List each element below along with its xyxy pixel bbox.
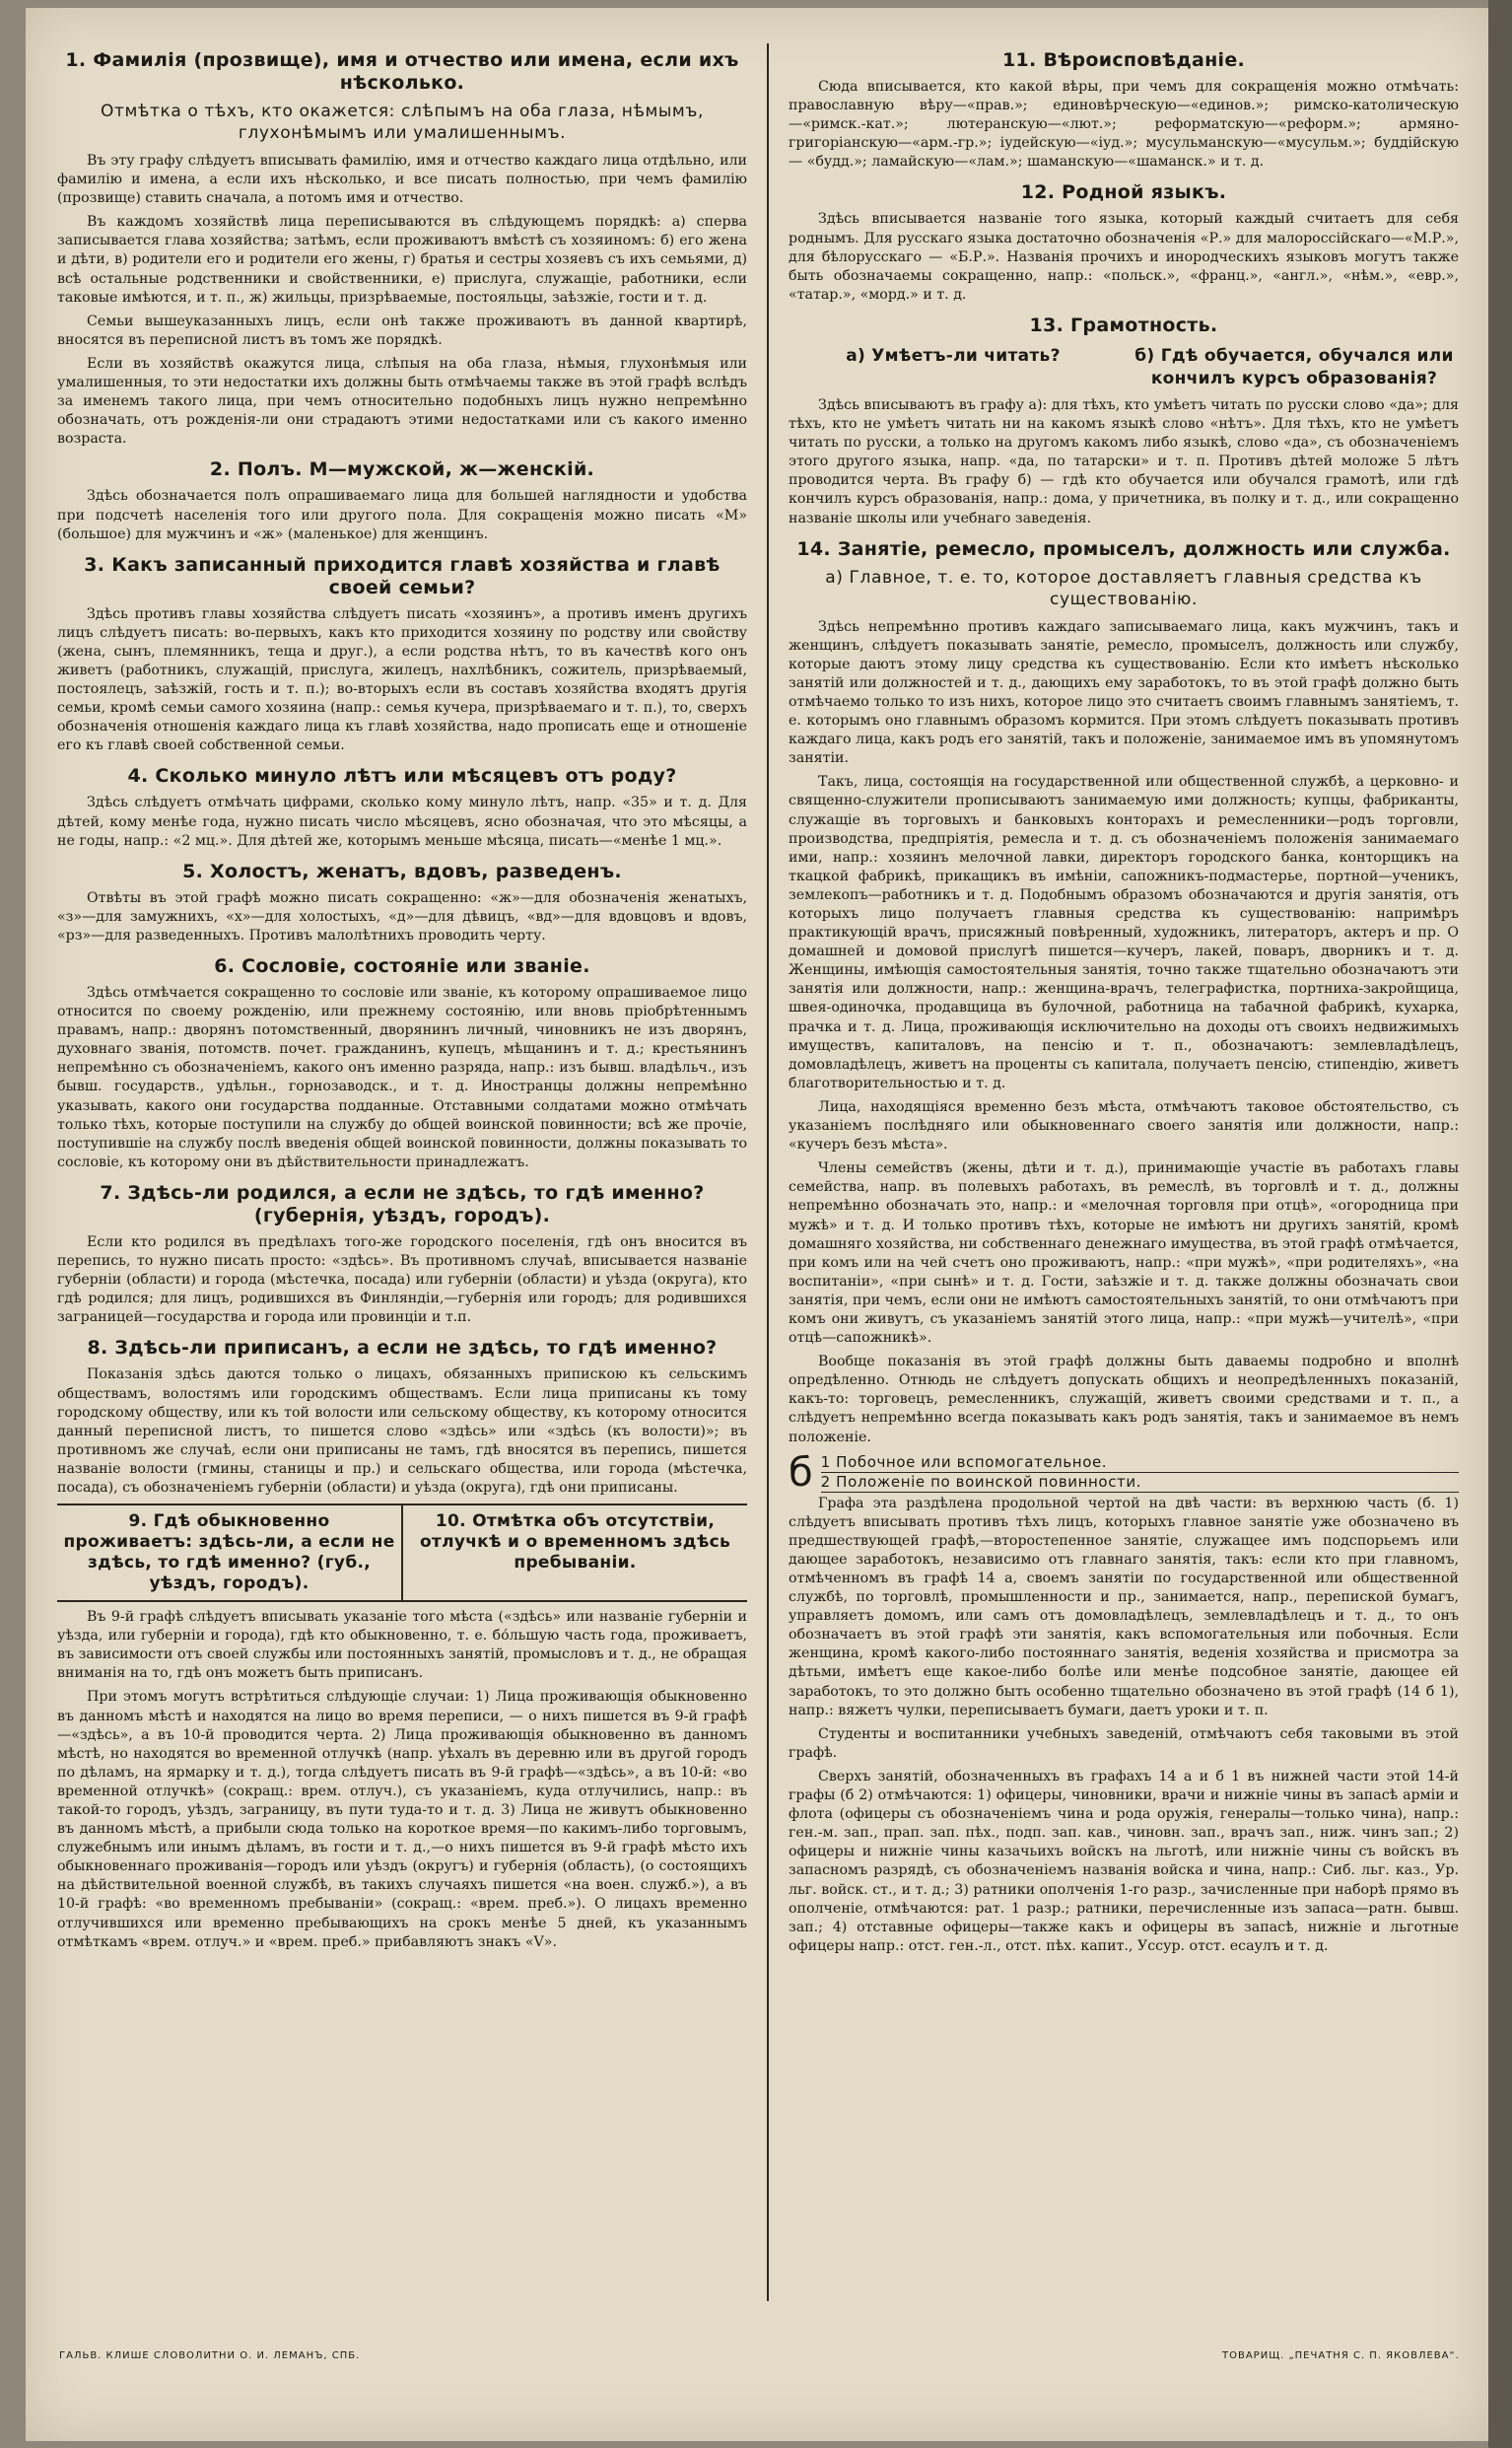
section-1-subheading: Отмѣтка о тѣхъ, кто окажется: слѣпымъ на оба глаза, нѣмымъ, глухонѣмымъ или умалишеннымъ. [101, 102, 704, 143]
section-14-paragraph: Члены семействъ (жены, дѣти и т. д.), принимающіе участіе въ работахъ главы семейства, напр. въ полевыхъ работахъ, въ ремеслѣ, въ торговлѣ и т. д., должны непремѣнно обозначать это, напр.: и «мелочная торговля при отцѣ», «огородница при мужѣ» и т. д. И только противъ тѣхъ, которые не имѣютъ ни другихъ занятій, кромѣ домашняго хозяйства, ни собственнаго денежнаго имущества, въ этой графѣ отмѣчается, при комъ или на чей счетъ оно проживаютъ, напр.: «при мужѣ», «при родителяхъ», «на воспитаніи», «при сынѣ» и т. д. Гости, заѣзжіе и т. д. также должны обозначать свои занятія, при чемъ, если они не имѣютъ самостоятельныхъ занятій, то они отмѣчаютъ при комъ они живутъ, съ указаніемъ занятій этого лица, напр.: «при мужѣ—учителѣ», «при отцѣ—сапожникѣ». [789, 1160, 1459, 1347]
section-1-heading: 1. Фамилія (прозвище), имя и отчество или имена, если ихъ нѣсколько. [65, 49, 739, 94]
section-14b-paragraph: Сверхъ занятій, обозначенныхъ въ графахъ 14 а и б 1 въ нижней части этой 14-й графы (б 2) отмѣчаются: 1) офицеры, чиновники, врачи и нижніе чины въ запасѣ арміи и флота (офицеры съ обозначеніемъ чина и рода оружія, генералы—только чина), напр.: ген.-м. зап., прап. зап. пѣх., подп. зап. кав., чиновн. зап., врачъ зап., ниж. чинъ зап.; 2) офицеры и нижніе чины казачьихъ войскъ на льготѣ, или нижніе чины съ войскъ въ запасномъ разрядѣ, съ обозначеніемъ названія войска и чина, напр.: Сиб. льг. каз., Ур. льг. войск. ст., и т. д.; 3) ратники ополченія 1-го разр., зачисленные при наборѣ прямо въ ополченіе, отмѣчаются: рат. 1 разр.; ратники, перечисленные изъ запаса—ратн. бывш. зап.; 4) отставные офицеры—также какъ и офицеры въ запасѣ, нижніе и льготные офицеры напр.: отст. ген.-л., отст. пѣх. капит., Уссур. отст. есаулъ и т. д. [789, 1768, 1459, 1954]
section-5-paragraph: Отвѣты въ этой графѣ можно писать сокращенно: «ж»—для обозначенія женатыхъ, «з»—для замужнихъ, «х»—для холостыхъ, «д»—для дѣвицъ, «вд»—для вдовцовъ и вдовъ, «рз»—для разведенныхъ. Противъ малолѣтнихъ проводить черту. [57, 889, 747, 944]
section-7-heading: 7. Здѣсь-ли родился, а если не здѣсь, то гдѣ именно? (губернія, уѣздъ, городъ). [100, 1181, 705, 1226]
column-divider [767, 43, 769, 2301]
section-14-paragraph: Вообще показанія въ этой графѣ должны быть даваемы подробно и вполнѣ опредѣленно. Отнюдь не слѣдуетъ допускать общихъ и неопредѣленныхъ показаній, какъ-то: торговецъ, ремесленникъ, служащій, живетъ своими средствами и т. п., а слѣдуетъ непремѣнно всегда показывать какъ родъ занятія, такъ и занимаемое въ немъ положеніе. [789, 1354, 1459, 1445]
section-3-heading: 3. Какъ записанный приходится главѣ хозяйства и главѣ своей семьи? [84, 553, 721, 598]
section-7-paragraph: Если кто родился въ предѣлахъ того-же городского поселенія, гдѣ онъ вносится въ перепись, то нужно писать просто: «здѣсь». Въ противномъ случаѣ, вписывается названіе губерніи (области) и города (мѣстечка, посада) или губерніи (области) и уѣзда (округа), кто гдѣ родился; для лицъ, родившихся въ Финляндіи,—губернія или городъ; для родившихся заграницей—государства и города или провинціи и т.п. [57, 1233, 747, 1326]
section-13a-heading: а) Умѣетъ-ли читать? [846, 345, 1061, 366]
left-column [57, 39, 747, 2337]
section-13b-heading: б) Гдѣ обучается, обучался или кончилъ курсъ образованія? [1134, 345, 1454, 388]
section-1-paragraph: Въ каждомъ хозяйствѣ лица переписываются въ слѣдующемъ порядкѣ: а) сперва записывается глава хозяйства; затѣмъ, если проживаютъ вмѣстѣ съ хозяиномъ: б) его жена и дѣти, в) родители его и родители его жены, г) братья и сестры хозяевъ съ ихъ семьями, д) всѣ остальные родственники и свойственники, е) прислуга, служащіе, работники, если таковые имѣются, и т. п., ж) жильцы, призрѣваемые, постояльцы, заѣзжіе, гости и т. д. [57, 214, 747, 306]
section-9-paragraph: Въ 9-й графѣ слѣдуетъ вписывать указаніе того мѣста («здѣсь» или названіе губерніи и уѣзда, или губерніи и города), гдѣ кто обыкновенно, т. е. бо́льшую часть года, проживаетъ, въ зависимости отъ своей службы или постоянныхъ занятій, промысловъ и т. д., не обращая вниманія на то, гдѣ онъ можетъ быть приписанъ. [57, 1609, 747, 1682]
section-2-paragraph: Здѣсь обозначается полъ опрашиваемаго лица для большей наглядности и удобства при подсчетѣ населенія того или другого пола. Для сокращенія можно писать «М» (большое) для мужчинъ и «ж» (маленькое) для женщинъ. [57, 488, 747, 542]
page-edge [1488, 0, 1512, 2448]
section-1-paragraph: Если въ хозяйствѣ окажутся лица, слѣпыя на оба глаза, нѣмыя, глухонѣмыя или умалишенныя, то эти недостатки ихъ должны быть отмѣчаемы также въ этой графѣ вслѣдъ за именемъ такого лица, при чемъ относительно подобныхъ лицъ нужно непремѣнно обозначать, отъ рожденія-ли они страдаютъ этими недостатками или съ какого именно возраста. [57, 355, 747, 448]
section-13-paragraph: Здѣсь вписываютъ въ графу а): для тѣхъ, кто умѣетъ читать по русски слово «да»; для тѣхъ, кто не умѣетъ читать ни на какомъ языкѣ слово «нѣтъ». Для тѣхъ, кто не умѣетъ читать по русски, а только на другомъ какомъ либо языкѣ, слово «да», съ обозначеніемъ этого другого языка, напр. «да, по татарски» и т. п. Противъ дѣтей моложе 5 лѣтъ проводится черта. Въ графу б) — гдѣ кто обучается или обучался грамотѣ, или гдѣ кончилъ курсъ образованія, напр.: дома, у причетника, въ полку и т. д., или сокращенно названіе школы или учебнаго заведенія. [789, 396, 1459, 526]
section-14-paragraph: Лица, находящіяся временно безъ мѣста, отмѣчаютъ таковое обстоятельство, съ указаніемъ послѣдняго или обыкновеннаго своего занятія или должности, напр.: «кучеръ безъ мѣста». [789, 1098, 1459, 1154]
section-6-paragraph: Здѣсь отмѣчается сокращенно то сословіе или званіе, къ которому опрашиваемое лицо относится по своему рожденію, или прежнему состоянію, или вновь пріобрѣтеннымъ правамъ, напр.: дворянъ потомственный, дворянинъ личный, чиновникъ не изъ дворянъ, духовнаго званія, потомств. почет. гражданинъ, купецъ, мѣщанинъ и т. д.; крестьянинъ непремѣнно съ обозначеніемъ, какого онъ именно разряда, напр.: изъ бывш. владѣльч., изъ бывш. государств., удѣльн., горнозаводск., и т. д. Иностранцы должны непремѣнно указывать, какого они государства подданные. Отставными солдатами можно отмѣчать только тѣхъ, которые поступили на службу до общей воинской повинности; всѣ же прочіе, поступившіе на службу послѣ введенія общей воинской повинности, должны показывать то сословіе, къ которому они въ дѣйствительности принадлежатъ. [57, 985, 747, 1170]
section-14a-heading: а) Главное, т. е. то, которое доставляетъ главныя средства къ существованію. [825, 567, 1422, 609]
section-10-heading: 10. Отмѣтка объ отсутствіи, отлучкѣ и о временномъ здѣсь пребываніи. [419, 1511, 731, 1574]
section-14b-headings [789, 1449, 1459, 1496]
section-14b-paragraph: Графа эта раздѣлена продольной чертой на двѣ части: въ верхнюю часть (б. 1) слѣдуетъ вписывать противъ тѣхъ лицъ, которыхъ главное занятіе уже обозначено въ предшествующей графѣ,—второстепенное занятіе, служащее имъ подспорьемъ или дающее заработокъ, независимо отъ главнаго занятія, такъ: если кто при главномъ, отмѣченномъ въ графѣ 14 а, своемъ занятіи по государственной или общественной службѣ, по торговлѣ, промышленности и пр., занимается, напр., перепиской бумагъ, управляетъ домомъ, или самъ отъ домовладѣлецъ, землевладѣлецъ и т. д., то онъ обозначаетъ въ этой графѣ эти занятія, какъ вспомогательныя или побочныя. Если женщина, кромѣ какого-либо постояннаго занятія, веденія хозяйства и присмотра за дѣтьми, имѣетъ еще какое-либо болѣе или менѣе подсобное занятіе, дающее ей заработокъ, то это должно быть особенно тщательно обозначено въ этой графѣ (14 б 1), напр.: вяжетъ чулки, переписываетъ бумаги, даетъ уроки и т. п. [789, 1495, 1459, 1718]
section-13-heading: 13. Грамотность. [1029, 314, 1218, 336]
section-9-heading: 9. Гдѣ обыкновенно проживаетъ: здѣсь-ли, а если не здѣсь, то гдѣ именно? (губ., уѣздъ, городъ). [63, 1511, 395, 1594]
section-13-subheadings [789, 343, 1459, 392]
sections-9-10-header [57, 1504, 747, 1602]
section-8-heading: 8. Здѣсь-ли приписанъ, а если не здѣсь, то гдѣ именно? [87, 1337, 718, 1360]
section-9-paragraph: При этомъ могутъ встрѣтиться слѣдующіе случаи: 1) Лица проживающія обыкновенно въ данномъ мѣстѣ и находятся на лицо во время переписи, — о нихъ пишется въ 9-й графѣ—«здѣсь», а въ 10-й проводится черта. 2) Лица проживающія обыкновенно въ данномъ мѣстѣ, но находятся во временной отлучкѣ (напр. уѣхалъ въ деревню или въ другой городъ по дѣламъ, на ярмарку и т. д.), тогда слѣдуетъ писать въ 9-й графѣ—«здѣсь», а въ 10-й: «во временной отлучкѣ» (сокращ.: врем. отлуч.), съ указаніемъ, куда отлучились, напр.: въ такой-то городъ, уѣздъ, заграницу, въ пути туда-то и т. д. 3) Лица не живутъ обыкновенно въ данномъ мѣстѣ, а прибыли сюда только на короткое время—по какимъ-либо торговымъ, служебнымъ или инымъ дѣламъ, въ гости и т. д.,—о нихъ пишется въ 9-й графѣ мѣсто ихъ обыкновеннаго проживанія—городъ или уѣздъ (округъ) и губернія (область), (о состоящихъ на дѣйствительной военной службѣ, въ такихъ случаяхъ пишется «на воен. служб.»), а въ 10-й графѣ: «во временномъ пребываніи» (сокращ.: «врем. преб.»). О лицахъ временно отлучившихся или временно пребывающихъ на срокъ менѣе 5 дней, къ указаннымъ отмѣткамъ «врем. отлуч.» и «врем. преб.» прибавляютъ знакъ «V». [57, 1689, 747, 1950]
section-1-paragraph: Въ эту графу слѣдуетъ вписывать фамилію, имя и отчество каждаго лица отдѣльно, или фамилію и имена, а если ихъ нѣсколько, и все писать полностью, при чемъ фамилію (прозвище) ставить сначала, а потомъ имя и отчество. [57, 153, 747, 207]
section-11-heading: 11. Вѣроисповѣданіе. [1001, 49, 1246, 71]
printer-imprint-left: ГАЛЬВ. КЛИШЕ СЛОВОЛИТНИ О. И. ЛЕМАНЪ, СПБ. [59, 2350, 361, 2361]
section-11-paragraph: Сюда вписывается, кто какой вѣры, при чемъ для сокращенія можно отмѣчать: православную вѣру—«прав.»; единовѣрческую—«единов.»; римско-католическую—«римск.-кат.»; лютеранскую—«лют.»; реформатскую—«реформ.»; армяно-григоріанскую—«арм.-гр.»; іудейскую—«іуд.»; мусульманскую—«мусульм.»; буддійскую — «будд.»; ламайскую—«лам.»; шаманскую—«шаманск.» и т. д. [789, 79, 1459, 171]
right-column [789, 39, 1459, 2337]
section-14-heading: 14. Занятіе, ремесло, промыселъ, должность или служба. [796, 537, 1451, 560]
section-1-paragraph: Семьи вышеуказанныхъ лицъ, если онѣ также проживаютъ въ данной квартирѣ, вносятся въ переписной листъ въ томъ же порядкѣ. [57, 313, 747, 348]
section-14b2-heading: 2 Положеніе по воинской повинности. [821, 1473, 1459, 1493]
section-14b-paragraph: Студенты и воспитанники учебныхъ заведеній, отмѣчаютъ себя таковыми въ этой графѣ. [789, 1725, 1459, 1761]
section-6-heading: 6. Сословіе, состояніе или званіе. [214, 955, 590, 977]
section-14-paragraph: Здѣсь непремѣнно противъ каждаго записываемаго лица, какъ мужчинъ, такъ и женщинъ, слѣдуетъ показывать занятіе, ремесло, промыселъ, должность или службу, которые даютъ этому лицу средства къ существованію. Если кто имѣетъ нѣсколько занятій или должностей и т. д., дающихъ ему заработокъ, то въ этой графѣ должно быть отмѣчаемо только то изъ нихъ, которое лицо это считаетъ своимъ главнымъ занятіемъ, т. е. которымъ оно главнымъ образомъ кормится. При этомъ слѣдуетъ показывать противъ каждаго лица, какъ родъ его занятій, такъ и положеніе, занимаемое имъ въ упомянутомъ занятіи. [789, 618, 1459, 767]
section-12-heading: 12. Родной языкъ. [1020, 181, 1227, 204]
section-14b-letter: б [789, 1449, 813, 1496]
section-3-paragraph: Здѣсь противъ главы хозяйства слѣдуетъ писать «хозяинъ», а противъ именъ другихъ лицъ слѣдуетъ писать: во-первыхъ, какъ кто приходится хозяину по родству или свойству (жена, сынъ, племянникъ, теща и друг.), а если родства нѣтъ, то въ качествѣ кого онъ живетъ (работникъ, служащій, прислуга, жилецъ, нахлѣбникъ, сожитель, призрѣваемый, постоялецъ, заѣзжій, гость и т. п.); во-вторыхъ если въ составъ хозяйства входятъ другія семьи, кромѣ семьи самого хозяина (напр.: семья кучера, призрѣваемаго и т. п.), то, сверхъ обозначенія отношенія каждаго лица къ главѣ хозяйства, надо прописать еще и отношеніе его къ главѣ своей собственной семьи. [57, 605, 747, 754]
section-14b1-heading: 1 Побочное или вспомогательное. [821, 1453, 1459, 1473]
section-14-paragraph: Такъ, лица, состоящія на государственной или общественной службѣ, а церковно- и священно-служители прописываютъ занимаемую ими должность; купцы, фабриканты, служащіе въ торговыхъ и банковыхъ конторахъ и ремесленники—родъ торговли, производства, предпріятія, ремесла и т. д. съ обозначеніемъ положенія занимаемаго ими, напр.: хозяинъ мелочной лавки, директоръ городского банка, конторщикъ на ткацкой фабрикѣ, прикащикъ въ имѣніи, сапожникъ-подмастерье, портной—ученикъ, землекопъ—работникъ и т. д. Подобнымъ образомъ обозначаются и другія занятія, отъ которыхъ лицо получаетъ главныя средства къ существованію: напримѣръ практикующій врачъ, присяжный повѣренный, художникъ, литераторъ, актеръ и пр. О домашней и домовой прислугѣ пишется—кучеръ, лакей, поваръ, дворникъ и т. д. Женщины, имѣющія самостоятельныя занятія, точно также тщательно обозначаютъ эти занятія или должности, напр.: женщина-врачъ, телеграфистка, портниха-закройщица, швея-одиночка, продавщица въ булочной, работница на табачной фабрикѣ, кухарка, прачка и т. д. Лица, проживающія исключительно на доходы отъ своихъ недвижимыхъ имуществъ, капиталовъ, на пенсію и т. п., обозначаютъ: землевладѣлецъ, домовладѣлецъ, живетъ на проценты съ капитала, получаетъ пенсію, стипендію, живетъ благотворительностью и т. д. [789, 774, 1459, 1091]
section-2-heading: 2. Полъ. М—мужской, ж—женскій. [209, 458, 595, 481]
section-12-paragraph: Здѣсь вписывается названіе того языка, который каждый считаетъ для себя роднымъ. Для русскаго языка достаточно обозначенія «Р.» для малороссійскаго—«М.Р.», для бѣлорусскаго — «Б.Р.». Названія прочихъ и инородческихъ языковъ могутъ также быть обозначаемы сокращенно, напр.: «польск.», «франц.», «англ.», «нѣм.», «евр.», «татар.», «морд.» и т. д. [789, 211, 1459, 303]
section-5-heading: 5. Холостъ, женатъ, вдовъ, разведенъ. [182, 860, 622, 882]
section-4-heading: 4. Сколько минуло лѣтъ или мѣсяцевъ отъ роду? [127, 765, 677, 788]
section-8-paragraph: Показанія здѣсь даются только о лицахъ, обязанныхъ припискою къ сельскимъ обществамъ, волостямъ или городскимъ обществамъ. Если лица приписаны къ тому городскому обществу, или къ той волости или сельскому обществу, къ которому относится данный переписной листъ, то пишется слово «здѣсь» или «здѣсь (къ волости)»; въ противномъ же случаѣ, если они приписаны не тамъ, гдѣ вносятся въ перепись, пишется названіе волости (гмины, станицы и пр.) и сельскаго общества, или города (мѣстечка, посада), съ обозначеніемъ губерніи (области) и уѣзда (округа), гдѣ они приписаны. [57, 1366, 747, 1496]
printer-imprint-right: ТОВАРИЩ. „ПЕЧАТНЯ С. П. ЯКОВЛЕВА“. [1222, 2350, 1460, 2361]
section-4-paragraph: Здѣсь слѣдуетъ отмѣчать цифрами, сколько кому минуло лѣтъ, напр. «35» и т. д. Для дѣтей, кому менѣе года, нужно писать число мѣсяцевъ, ясно обозначая, что это мѣсяцы, а не годы, напр.: «2 мц.». Для дѣтей же, которымъ меньше мѣсяца, писать—«менѣе 1 мц.». [57, 795, 747, 849]
